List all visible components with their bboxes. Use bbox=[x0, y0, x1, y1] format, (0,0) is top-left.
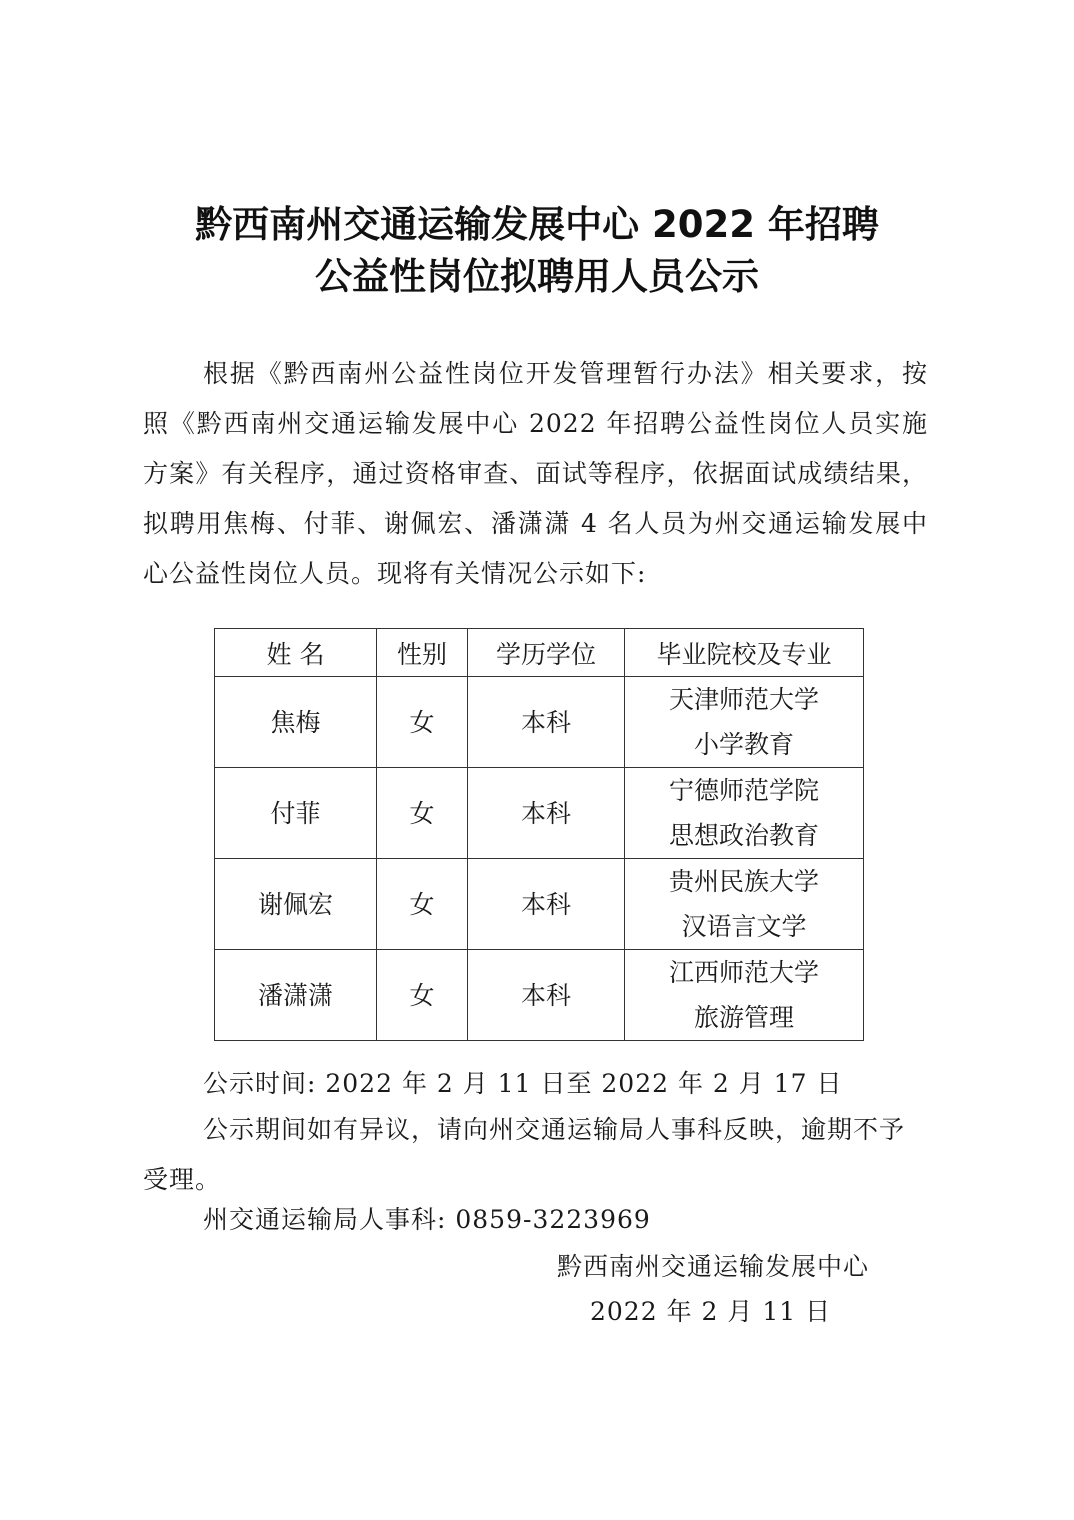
cell-gender: 女 bbox=[377, 677, 468, 768]
header-school-major: 毕业院校及专业 bbox=[625, 629, 864, 677]
cell-degree: 本科 bbox=[468, 859, 625, 950]
personnel-table bbox=[214, 628, 864, 1041]
table-row bbox=[215, 859, 864, 950]
cell-degree: 本科 bbox=[468, 677, 625, 768]
signature-date: 2022 年 2 月 11 日 bbox=[590, 1297, 832, 1326]
objection-notice: 公示期间如有异议，请向州交通运输局人事科反映，逾期不予受理。 bbox=[143, 1115, 906, 1194]
table-row bbox=[215, 677, 864, 768]
cell-school-major bbox=[625, 677, 864, 768]
title-line-2: 公益性岗位拟聘用人员公示 bbox=[315, 255, 759, 298]
cell-school-major bbox=[625, 950, 864, 1041]
cell-degree: 本科 bbox=[468, 950, 625, 1041]
publicity-period: 公示时间: 2022 年 2 月 11 日至 2022 年 2 月 17 日 bbox=[203, 1069, 843, 1098]
header-degree: 学历学位 bbox=[468, 629, 625, 677]
cell-gender: 女 bbox=[377, 768, 468, 859]
cell-school: 天津师范大学 bbox=[668, 685, 819, 714]
intro-paragraph: 根据《黔西南州公益性岗位开发管理暂行办法》相关要求，按照《黔西南州交通运输发展中心 2022 年招聘公益性岗位人员实施方案》有关程序，通过资格审查、面试等程序，依据面试成绩结果，拟聘用焦梅、付菲、谢佩宏、潘潇潇 4 名人员为州交通运输发展中心公益性岗位人员。现将有关情况公示如下: bbox=[143, 359, 928, 588]
cell-major: 旅游管理 bbox=[693, 1003, 794, 1032]
cell-name: 谢佩宏 bbox=[215, 859, 377, 950]
cell-school-major bbox=[625, 859, 864, 950]
header-gender: 性别 bbox=[377, 629, 468, 677]
cell-major: 小学教育 bbox=[693, 730, 794, 759]
cell-gender: 女 bbox=[377, 859, 468, 950]
table-header-row bbox=[215, 629, 864, 677]
table-row bbox=[215, 768, 864, 859]
cell-school: 贵州民族大学 bbox=[668, 867, 819, 896]
cell-school: 江西师范大学 bbox=[668, 958, 819, 987]
cell-name: 潘潇潇 bbox=[215, 950, 377, 1041]
cell-major: 汉语言文学 bbox=[681, 912, 807, 941]
cell-name: 付菲 bbox=[215, 768, 377, 859]
cell-degree: 本科 bbox=[468, 768, 625, 859]
title-line-1: 黔西南州交通运输发展中心 2022 年招聘 bbox=[195, 203, 879, 246]
contact-phone: 州交通运输局人事科: 0859-3223969 bbox=[203, 1205, 651, 1234]
signature-organization: 黔西南州交通运输发展中心 bbox=[557, 1252, 870, 1281]
cell-gender: 女 bbox=[377, 950, 468, 1041]
cell-school-major bbox=[625, 768, 864, 859]
cell-major: 思想政治教育 bbox=[668, 821, 819, 850]
cell-school: 宁德师范学院 bbox=[668, 776, 819, 805]
header-name: 姓 名 bbox=[215, 629, 377, 677]
table-row bbox=[215, 950, 864, 1041]
cell-name: 焦梅 bbox=[215, 677, 377, 768]
